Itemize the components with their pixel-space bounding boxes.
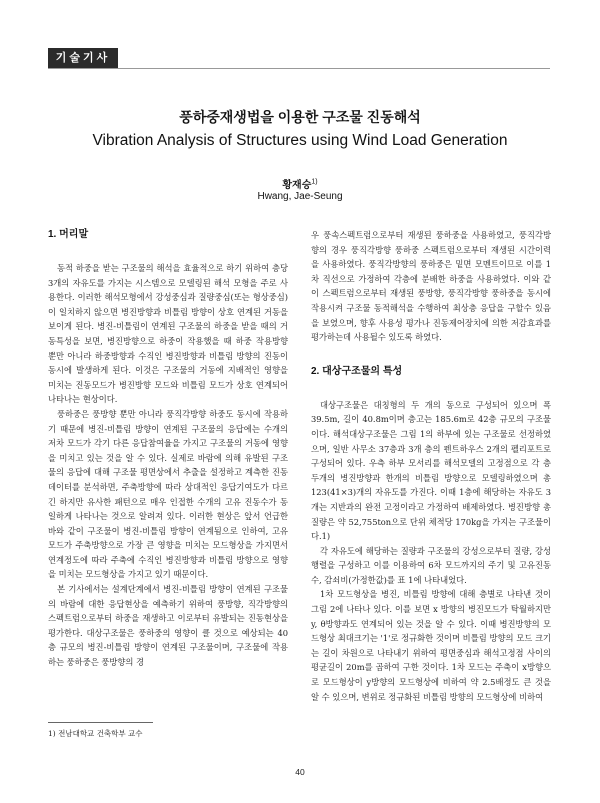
left-column xyxy=(48,228,288,670)
paragraph: 풍하중은 풍방향 뿐만 아니라 풍직각방향 하중도 동시에 작용하기 때문에 병진-비틀림 방향이 연계된 구조물의 응답에는 수개의 저차 모드가 각기 다른 응답참여율을 가지고 구조물의 거동에 영향을 미치고 있는 것을 알 수 있다. 실제로 바람에 의해 유발된 구조물의 응답에 대해 구조물 평면상에서 추출을 설정하고 계측한 진동 데이터를 분석하면, 주축방향에 따라 상대적인 응답기여도가 다르긴 하지만 유사한 패턴으로 매우 인접한 수개의 고유 진동수가 동일하게 나타나는 것으로 알려져 있다. 이러한 현상은 앞서 언급한 바와 같이 구조물이 병진-비틀림 방향이 연계됨으로 인하여, 고유모드가 주축방향으로 가장 큰 영향을 미치는 모드형상을 가지면서 연계정도에 따라 주축에 수직인 병진방향과 비틀림 방향으로 영향을 미치는 모드형상을 가지고 있기 때문이다. xyxy=(48,408,288,580)
title-english: Vibration Analysis of Structures using Wind Load Generation xyxy=(92,132,508,149)
paragraph-continued: 우 풍속스펙트럼으로부터 재생된 풍하중을 사용하였고, 풍직각방향의 경우 풍직각방향 풍하중 스펙트럼으로부터 재생된 시간이력을 사용하였다. 풍직각방향의 풍하중은 밑면 모멘트이므로 이를 1차 직선으로 가정하여 각층에 분배한 하중을 사용하였다. 이와 같이 스펙트럼으로부터 재생된 풍방향, 풍직각방향 풍하중을 동시에 작용시켜 구조물 동적해석을 수행하여 최상층 응답을 구할수 있음을 보였으며, 향후 사용성 평가나 진동제어장치에 의한 저감효과를 평가하는데 사용될수 있도록 하였다. xyxy=(311,230,551,343)
paragraph: 본 기사에서는 설계단계에서 병진-비틀림 방향이 연계된 구조물의 바람에 대한 응답현상을 예측하기 위하여 풍방향, 직각방향의 스펙트럼으로부터 하중을 재생하고 이로부터 유발되는 진동현상을 평가한다. 대상구조물은 풍하중의 영향이 클 것으로 예상되는 40층 규모의 병진-비틀림 방향이 연계된 구조물이며, 구조물에 작용하는 풍하중은 풍방향의 경 xyxy=(48,584,288,668)
author-korean xyxy=(0,176,600,191)
title-korean: 풍하중재생법을 이용한 구조물 진동해석 xyxy=(179,109,421,125)
footnote: 1) 전남대학교 건축학부 교수 xyxy=(48,729,143,738)
paragraph: 각 자유도에 해당하는 질량과 구조물의 강성으로부터 질량, 강성행렬을 구성하고 이를 이용하여 6차 모드까지의 주기 및 고유진동수, 감쇠비(가정한값)를 표 1에 나타내었다. xyxy=(311,545,551,585)
footnote-divider xyxy=(48,722,153,723)
page-number: 40 xyxy=(295,767,305,777)
section-heading-intro: 1. 머리말 xyxy=(48,229,89,240)
header-rule xyxy=(48,48,550,69)
paragraph: 동적 하중을 받는 구조물의 해석을 효율적으로 하기 위하여 층당 3개의 자유도를 가지는 시스템으로 모델링된 해석 모형을 주로 사용한다. 이러한 해석모형에서 강성중심과 질량중심(또는 형상중심)이 일치하지 않으면 병진방향과 비틀림 방향이 상호 연계된 거동을 보이게 된다. 병진-비틀림이 연계된 구조물의 하중을 받을 때의 거동특성을 보면, 병진방향으로 하중이 작용했을 때 하중 작용방향 뿐만 아니라 하중방향과 수직인 병진방향과 비틀림 방향의 진동이 동시에 발생하게 된다. 이것은 구조물의 거동에 지배적인 영향을 미치는 진동모드가 병진방향 모드와 비틀림 모드가 상호 연계되어 나타나는 현상이다. xyxy=(48,263,288,405)
author-name-ko: 황재승 xyxy=(282,180,312,191)
author-english: Hwang, Jae-Seung xyxy=(257,191,343,202)
author-footnote-mark: 1) xyxy=(311,178,318,186)
paragraph: 1차 모드형상을 병진, 비틀림 방향에 대해 층별로 나타낸 것이 그림 2에 나타나 있다. 이를 보면 x 방향의 병진모드가 탁월하지만 y, θ방향과도 연계되어 있는 것을 알 수 있다. 이때 병진방향의 모드형상 최대크기는 '1'로 정규화한 것이며 비틀림 방향의 모드 크기는 길이 차원으로 나타내기 위하여 평면중심과 해석고정점 사이의 평균길이 20m를 곱하여 구한 것이다. 1차 모드는 주축이 x방향으로 모드형상이 y방향의 모드형상에 비하여 약 2.5배정도 큰 것을 알 수 있으며, 변위로 정규화된 비틀림 방향의 모드형상에 비하여 xyxy=(311,589,551,702)
section-tag: 기술기사 xyxy=(48,48,118,68)
section-heading-structure: 2. 대상구조물의 특성 xyxy=(311,365,403,377)
right-column xyxy=(311,228,551,704)
paragraph: 대상구조물은 대칭형의 두 개의 동으로 구성되어 있으며 폭 39.5m, 길이 40.8m이며 층고는 185.6m로 42층 규모의 구조물이다. 해석대상구조물은 그림 1의 하부에 있는 구조물로 선정하였으며, 일반 사무소 37층과 3개 층의 펜트하우스 2개의 펠리포트로 구성되어 있다. 우측 하부 모서리를 해석모델의 고정점으로 각 층 두개의 병진방향과 한개의 비틀림 방향으로 모델링하였으며 총 123(41×3)개의 자유도를 가진다. 이때 1층에 해당하는 자유도 3개는 지반과의 완전 고정이라고 가정하여 배제하였다. 병진방향 총질량은 약 52,755ton으로 단위 체적당 170kg을 가지는 구조물이다.1) xyxy=(311,399,551,542)
